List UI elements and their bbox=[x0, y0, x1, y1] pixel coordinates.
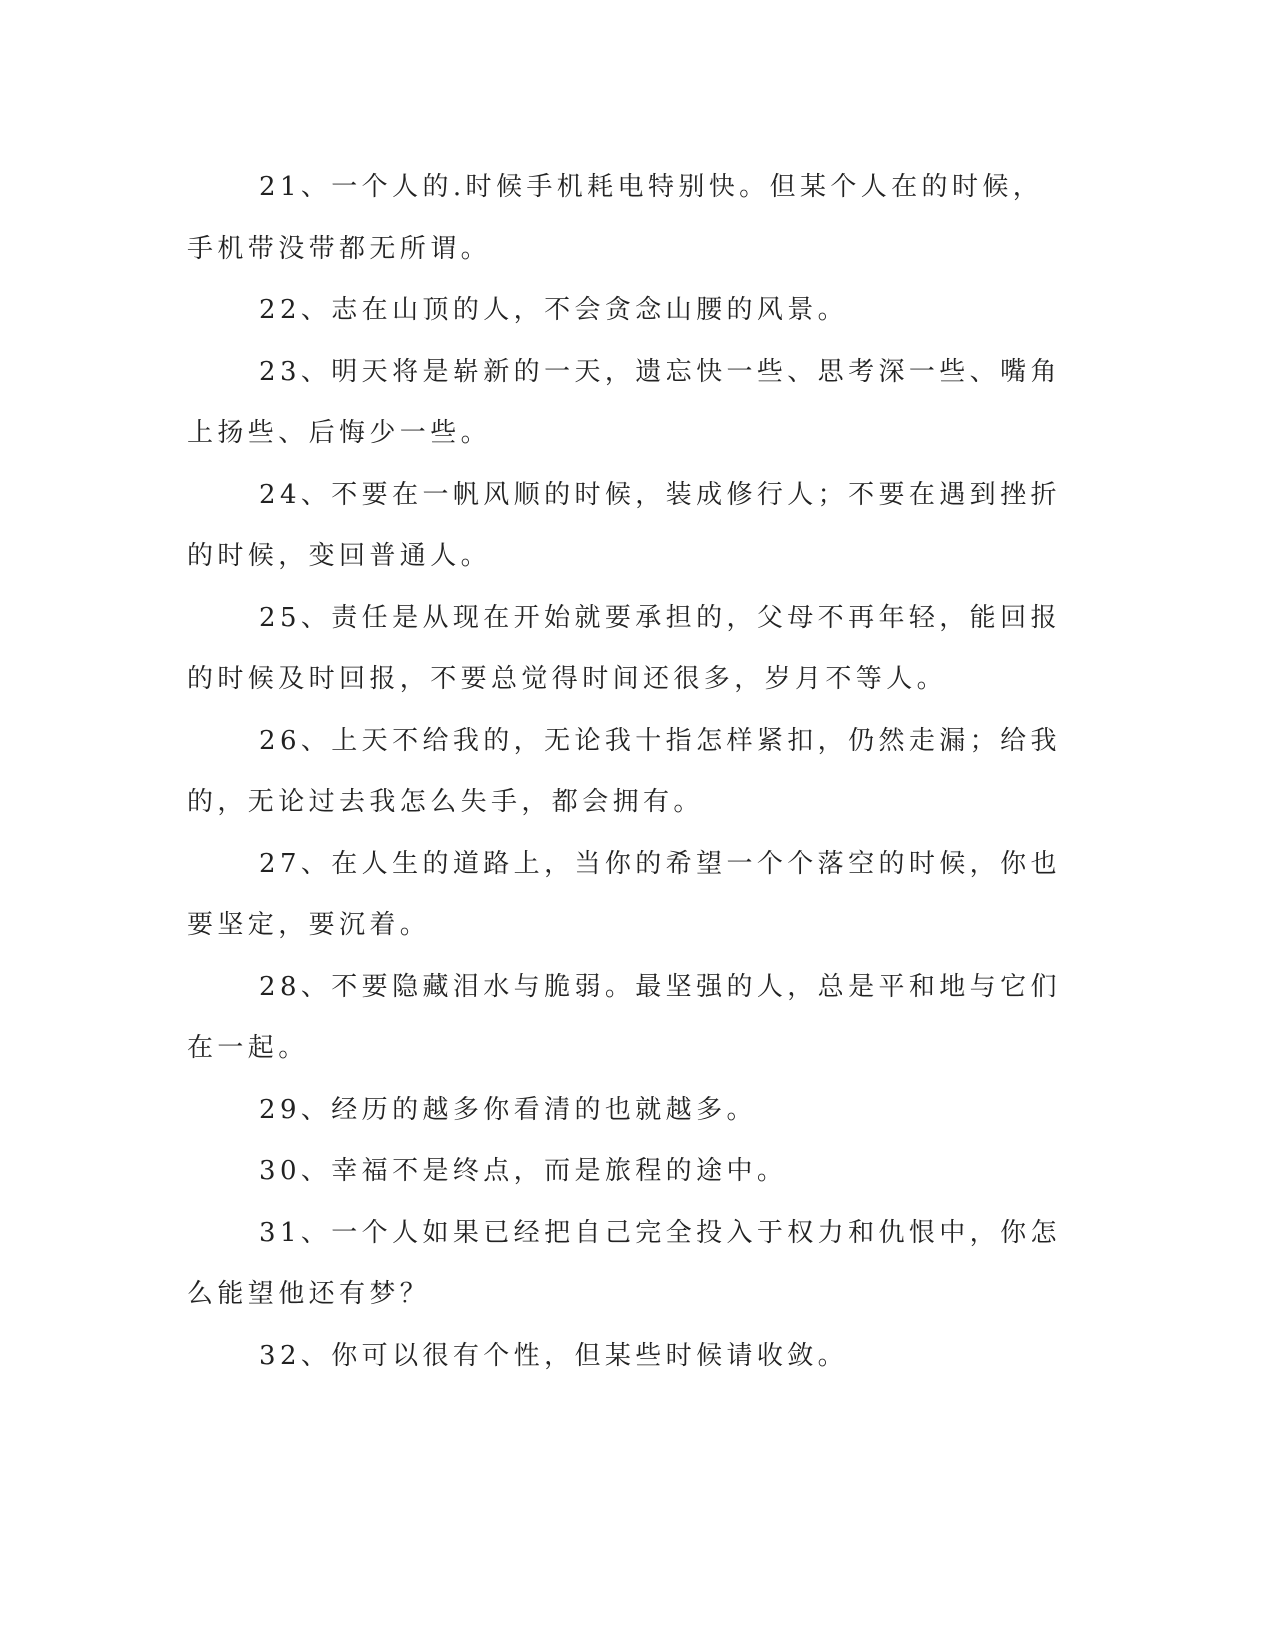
paragraph-29: 29、经历的越多你看清的也就越多。 bbox=[259, 1094, 757, 1125]
paragraph-21: 21、一个人的.时候手机耗电特别快。但某个人在的时候，手机带没带都无所谓。 bbox=[187, 172, 1044, 264]
paragraph-32: 32、你可以很有个性，但某些时候请收敛。 bbox=[259, 1340, 849, 1371]
paragraph-30: 30、幸福不是终点，而是旅程的途中。 bbox=[259, 1156, 788, 1186]
paragraph-22: 22、志在山顶的人，不会贪念山腰的风景。 bbox=[259, 295, 849, 325]
paragraph-24: 24、不要在一帆风顺的时候，装成修行人；不要在遇到挫折的时候，变回普通人。 bbox=[187, 479, 1061, 571]
paragraph-25: 25、责任是从现在开始就要承担的，父母不再年轻，能回报的时候及时回报，不要总觉得时间还很多，岁月不等人。 bbox=[187, 602, 1061, 694]
paragraph-26: 26、上天不给我的，无论我十指怎样紧扣，仍然走漏；给我的，无论过去我怎么失手，都会拥有。 bbox=[187, 725, 1061, 817]
paragraph-23: 23、明天将是崭新的一天，遗忘快一些、思考深一些、嘴角上扬些、后悔少一些。 bbox=[187, 356, 1061, 448]
paragraph-28: 28、不要隐藏泪水与脆弱。最坚强的人，总是平和地与它们在一起。 bbox=[187, 971, 1061, 1063]
document-body bbox=[187, 157, 1072, 1387]
paragraph-31: 31、一个人如果已经把自己完全投入于权力和仇恨中，你怎么能望他还有梦？ bbox=[187, 1217, 1061, 1309]
paragraph-27: 27、在人生的道路上，当你的希望一个个落空的时候，你也要坚定，要沉着。 bbox=[187, 848, 1061, 940]
